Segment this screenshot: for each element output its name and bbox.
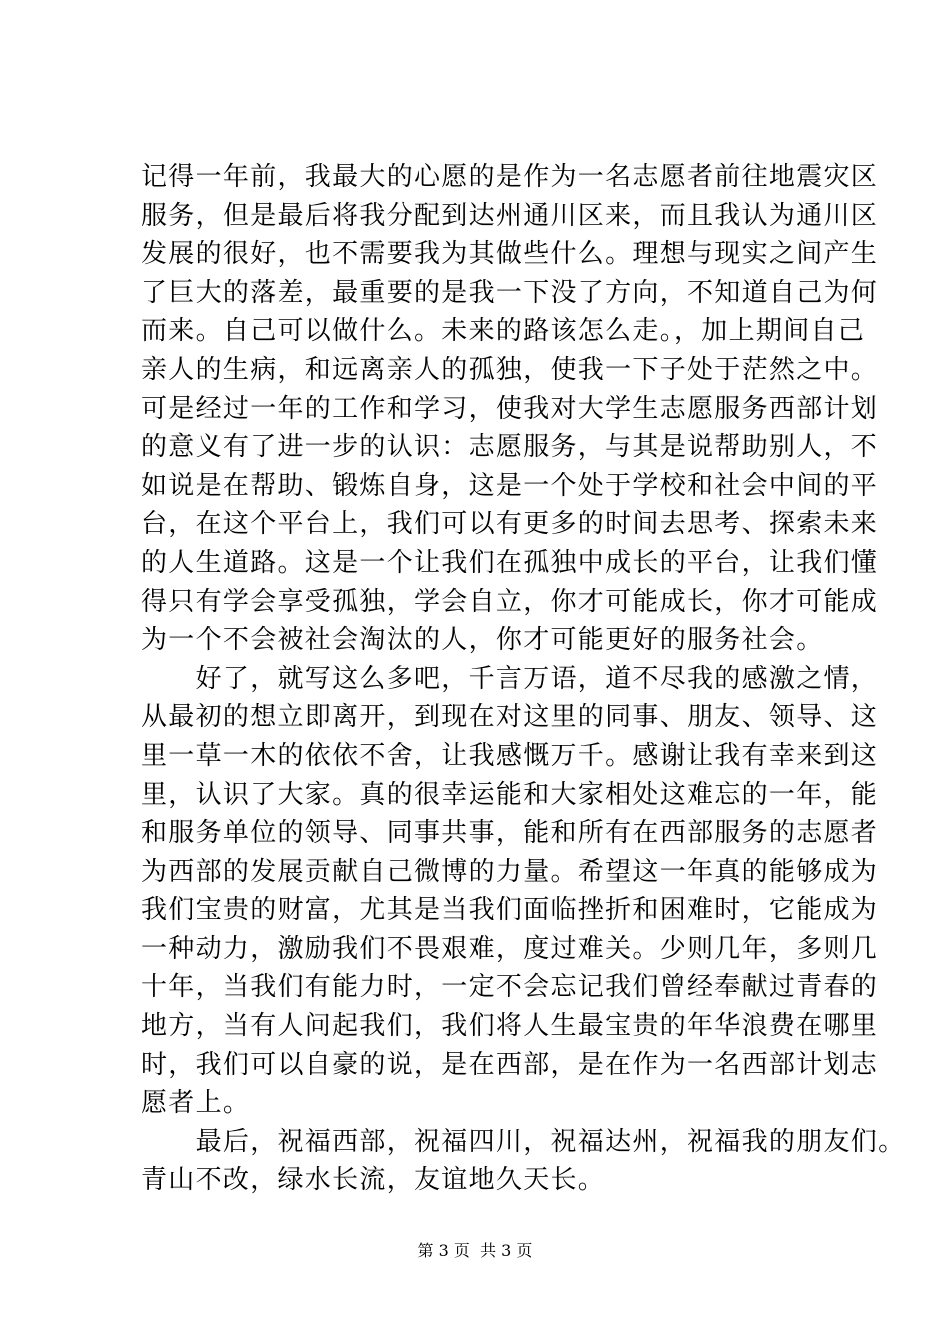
text-line: 得只有学会享受孤独，学会自立，你才可能成长，你才可能成 [141, 586, 879, 617]
text-line: 里，认识了大家。真的很幸运能和大家相处这难忘的一年，能 [141, 779, 879, 810]
text-line: 为西部的发展贡献自己微博的力量。希望这一年真的能够成为 [141, 856, 879, 887]
text-line: 我们宝贵的财富，尤其是当我们面临挫折和困难时，它能成为 [141, 895, 879, 926]
text-line: 了巨大的落差，最重要的是我一下没了方向，不知道自己为何 [141, 277, 879, 308]
text-line: 而来。自己可以做什么。未来的路该怎么走。，加上期间自己 [141, 316, 866, 347]
text-line: 服务，但是最后将我分配到达州通川区来，而且我认为通川区 [141, 200, 879, 231]
text-line: 时，我们可以自豪的说，是在西部，是在作为一名西部计划志 [141, 1049, 879, 1080]
text-line: 里一草一木的依依不舍，让我感慨万千。感谢让我有幸来到这 [141, 740, 879, 771]
text-line: 的人生道路。这是一个让我们在孤独中成长的平台，让我们懂 [141, 547, 879, 578]
text-line: 亲人的生病，和远离亲人的孤独，使我一下子处于茫然之中。 [141, 354, 879, 385]
text-line: 如说是在帮助、锻炼自身，这是一个处于学校和社会中间的平 [141, 470, 879, 501]
page-number-footer: 第 3 页 共 3 页 [417, 1241, 533, 1260]
text-line: 从最初的想立即离开，到现在对这里的同事、朋友、领导、这 [141, 702, 879, 733]
text-line: 好了，就写这么多吧，千言万语，道不尽我的感激之情， [141, 663, 879, 694]
text-line: 十年，当我们有能力时，一定不会忘记我们曾经奉献过青春的 [141, 972, 879, 1003]
text-line: 和服务单位的领导、同事共事，能和所有在西部服务的志愿者 [141, 818, 879, 849]
text-line: 为一个不会被社会淘汰的人，你才可能更好的服务社会。 [141, 625, 824, 656]
text-line: 愿者上。 [141, 1088, 251, 1119]
text-line: 发展的很好，也不需要我为其做些什么。理想与现实之间产生 [141, 239, 879, 270]
text-line: 最后，祝福西部，祝福四川，祝福达州，祝福我的朋友们。 [141, 1126, 906, 1157]
text-line: 的意义有了进一步的认识：志愿服务，与其是说帮助别人，不 [141, 432, 879, 463]
text-line: 地方，当有人问起我们，我们将人生最宝贵的年华浪费在哪里 [141, 1011, 879, 1042]
text-line: 台，在这个平台上，我们可以有更多的时间去思考、探索未来 [141, 509, 879, 540]
text-line: 记得一年前，我最大的心愿的是作为一名志愿者前往地震灾区 [141, 162, 879, 192]
document-body [141, 158, 906, 1200]
text-line: 青山不改，绿水长流，友谊地久天长。 [141, 1165, 606, 1196]
text-line: 可是经过一年的工作和学习，使我对大学生志愿服务西部计划 [141, 393, 879, 424]
text-line: 一种动力，激励我们不畏艰难，度过难关。少则几年，多则几 [141, 933, 879, 964]
